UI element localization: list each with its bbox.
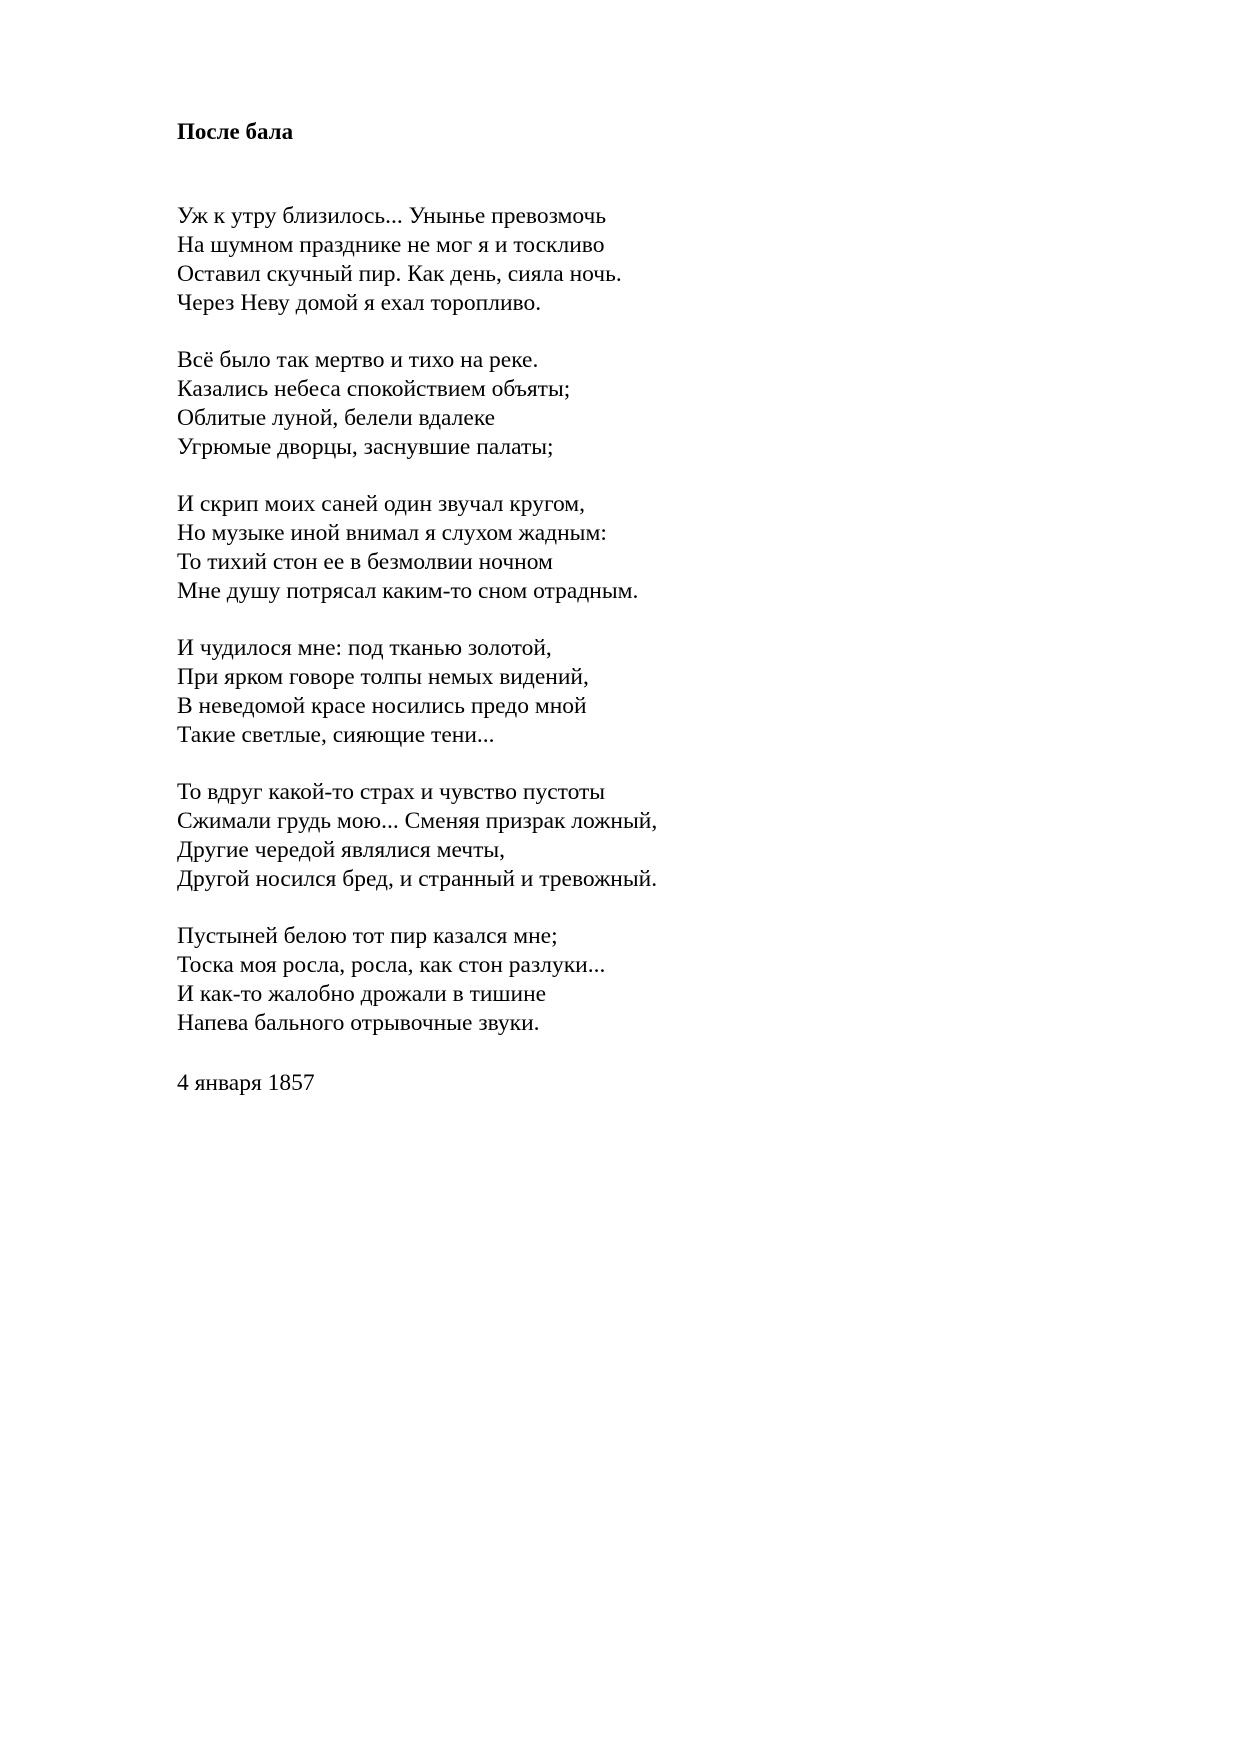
- poem-line: При ярком говоре толпы немых видений,: [177, 664, 589, 690]
- poem-line: Через Неву домой я ехал торопливо.: [177, 290, 542, 316]
- poem-line: На шумном празднике не мог я и тоскливо: [177, 232, 605, 258]
- poem-line: Другие чередой являлися мечты,: [177, 837, 506, 863]
- poem-line: Напева бального отрывочные звуки.: [177, 1010, 540, 1036]
- poem-line: Пустыней белою тот пир казался мне;: [177, 923, 558, 949]
- poem-line: И как-то жалобно дрожали в тишине: [177, 981, 547, 1007]
- stanza-1: [177, 202, 622, 318]
- poem-line: То вдруг какой-то страх и чувство пустоты: [177, 779, 606, 805]
- stanza-2: [177, 346, 570, 462]
- poem-line: Но музыке иной внимал я слухом жадным:: [177, 520, 607, 546]
- poem-date: 4 января 1857: [177, 1070, 315, 1096]
- poem-line: То тихий стон ее в безмолвии ночном: [177, 549, 553, 575]
- poem-line: Оставил скучный пир. Как день, сияла ночь.: [177, 261, 622, 287]
- poem-line: И чудилося мне: под тканью золотой,: [177, 635, 552, 661]
- stanza-5: [177, 778, 657, 894]
- stanza-3: [177, 490, 638, 606]
- poem-line: Угрюмые дворцы, заснувшие палаты;: [177, 434, 554, 460]
- stanza-6: [177, 922, 605, 1038]
- poem-line: И скрип моих саней один звучал кругом,: [177, 491, 586, 517]
- poem-line: Тоска моя росла, росла, как стон разлуки...: [177, 952, 606, 978]
- poem-title: После бала: [177, 119, 294, 144]
- poem-line: Уж к утру близилось... Унынье превозмочь: [177, 203, 607, 229]
- poem-line: В неведомой красе носились предо мной: [177, 693, 587, 719]
- poem-line: Всё было так мертво и тихо на реке.: [177, 347, 539, 373]
- poem-line: Такие светлые, сияющие тени...: [177, 722, 495, 748]
- stanza-4: [177, 634, 589, 750]
- poem-line: Сжимали грудь мою... Сменяя призрак ложный,: [177, 808, 658, 834]
- poem-line: Мне душу потрясал каким-то сном отрадным.: [177, 578, 639, 604]
- poem-line: Облитые луной, белели вдалеке: [177, 405, 496, 431]
- poem-line: Другой носился бред, и странный и тревожный.: [177, 866, 658, 892]
- poem-line: Казались небеса спокойствием объяты;: [177, 376, 571, 402]
